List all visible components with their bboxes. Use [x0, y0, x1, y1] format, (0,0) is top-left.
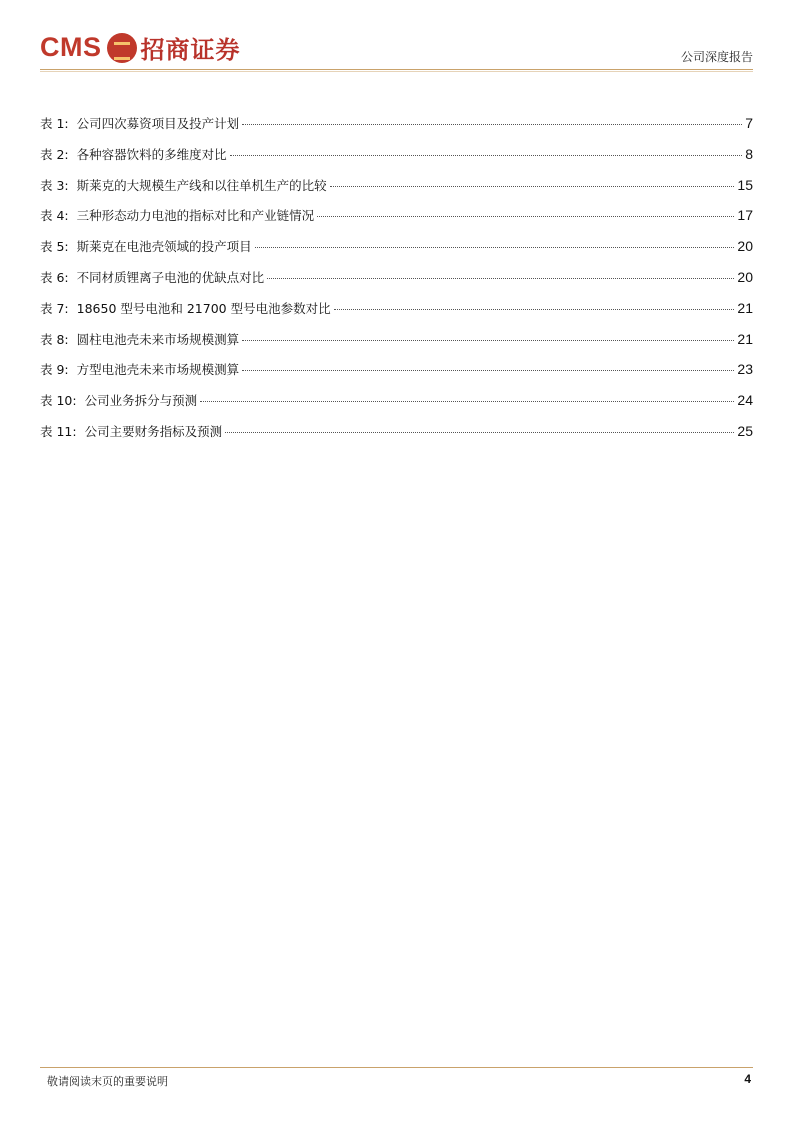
toc-entry-page[interactable]: 20: [737, 238, 753, 255]
toc-entry-title[interactable]: 公司主要财务指标及预测: [84, 423, 223, 439]
toc-entry[interactable]: [40, 176, 753, 207]
toc-entry-title[interactable]: 18650 型号电池和 21700 型号电池参数对比: [76, 300, 331, 316]
toc-entry-title[interactable]: 三种形态动力电池的指标对比和产业链情况: [76, 208, 315, 224]
toc-leader-dots: [225, 432, 734, 433]
toc-entry-page[interactable]: 8: [745, 145, 753, 162]
company-logo: [40, 30, 241, 65]
toc-entry-label: 表 10:: [40, 393, 77, 409]
toc-entry[interactable]: [40, 299, 753, 330]
toc-leader-dots: [255, 247, 735, 248]
toc-entry[interactable]: [40, 268, 753, 299]
toc-entry-label: 表 1:: [40, 116, 69, 131]
toc-entry-page[interactable]: 21: [737, 330, 753, 347]
logo-latin-text: CMS: [40, 32, 102, 62]
toc-entry-title[interactable]: 公司业务拆分与预测: [84, 393, 198, 409]
toc-leader-dots: [334, 309, 735, 310]
page-number: 4: [744, 1072, 751, 1086]
page-header: [40, 28, 753, 72]
toc-entry-label: 表 6:: [40, 269, 69, 285]
toc-entry[interactable]: [40, 237, 753, 268]
toc-entry[interactable]: [40, 206, 753, 237]
toc-leader-dots: [330, 186, 735, 187]
toc-entry-title[interactable]: 方型电池壳未来市场规模测算: [76, 362, 240, 378]
toc-entry-title[interactable]: 圆柱电池壳未来市场规模测算: [76, 331, 240, 347]
toc-entry-label: 表 11:: [40, 423, 77, 439]
toc-leader-dots: [242, 370, 734, 371]
header-divider: [40, 69, 753, 70]
toc-entry[interactable]: [40, 360, 753, 391]
toc-entry-label: 表 2:: [40, 146, 69, 162]
toc-leader-dots: [242, 124, 742, 125]
toc-entry-title[interactable]: 不同材质锂离子电池的优缺点对比: [76, 269, 265, 285]
toc-entry-label: 表 7:: [40, 300, 69, 316]
toc-entry-label: 表 9:: [40, 362, 69, 378]
toc-entry-page[interactable]: 23: [737, 361, 753, 378]
logo-chinese-text: 招商证券: [140, 35, 241, 64]
toc-entry-title[interactable]: 各种容器饮料的多维度对比: [76, 146, 227, 162]
toc-leader-dots: [242, 340, 734, 341]
footer-disclaimer: 敬请阅读末页的重要说明: [47, 1075, 168, 1088]
toc-entry-page[interactable]: 15: [737, 176, 753, 193]
report-type: 公司深度报告: [680, 50, 753, 64]
toc-entry[interactable]: [40, 114, 753, 145]
toc-entry-page[interactable]: 17: [737, 207, 753, 224]
toc-entry-label: 表 4:: [40, 208, 69, 224]
toc-entry[interactable]: [40, 422, 753, 453]
toc-leader-dots: [230, 155, 743, 156]
toc-entry[interactable]: [40, 391, 753, 422]
toc-entry-page[interactable]: 20: [737, 268, 753, 285]
toc-entry-page[interactable]: 25: [737, 422, 753, 439]
toc-entry-label: 表 3:: [40, 177, 69, 193]
toc-leader-dots: [200, 401, 734, 402]
toc-entry-title[interactable]: 斯莱克的大规模生产线和以往单机生产的比较: [76, 177, 327, 193]
toc-entry-title[interactable]: 斯莱克在电池壳领域的投产项目: [76, 239, 252, 255]
toc-entry-page[interactable]: 7: [745, 115, 753, 131]
toc-entry-page[interactable]: 24: [737, 392, 753, 409]
toc-entry[interactable]: [40, 145, 753, 176]
header-divider-thin: [40, 71, 753, 72]
toc-entry-label: 表 8:: [40, 331, 69, 347]
toc-entry-title[interactable]: 公司四次募资项目及投产计划: [76, 116, 240, 131]
toc-entry-label: 表 5:: [40, 239, 69, 255]
toc-leader-dots: [317, 216, 734, 217]
table-of-contents: [40, 114, 753, 453]
footer-divider: [40, 1067, 753, 1068]
logo-emblem-icon: [107, 33, 137, 63]
toc-entry-page[interactable]: 21: [737, 299, 753, 316]
toc-entry[interactable]: [40, 330, 753, 361]
toc-leader-dots: [267, 278, 734, 279]
